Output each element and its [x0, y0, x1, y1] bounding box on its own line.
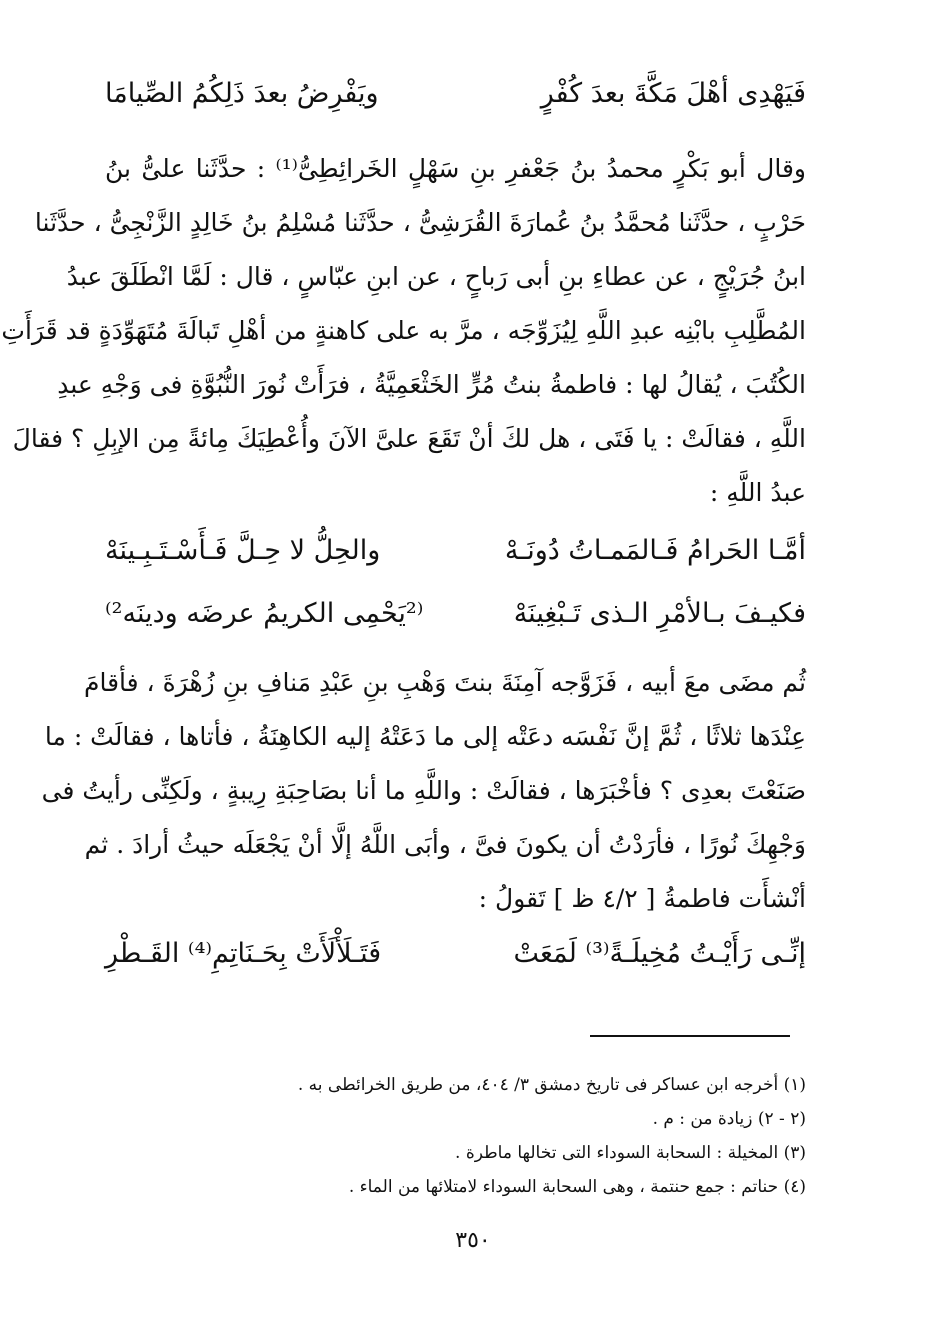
verse-hemistich-left: فَتَـلَأْلَأَتْ بِحَـنَاتِمِ⁽⁴⁾ القَـطْرِ	[105, 938, 382, 969]
text-line: ثُم مضَى معَ أبيه ، فَزَوَّجه آمِنَةَ بنتَ وَهْبِ بنِ عَبْدِ مَنافِ بنِ زُهْرَةَ ، فأقامَ	[84, 668, 806, 697]
text-line: صَنَعْتَ بعدِى ؟ فأخْبَرَها ، فقالَتْ : واللَّهِ ما أنا بصَاحِبَةِ رِيبةٍ ، ولَكِنِّى رأيتُ فى	[41, 776, 806, 805]
footnote-divider	[590, 1035, 790, 1037]
verse-line-1	[105, 78, 806, 109]
footnote-1: (١) أخرجه ابن عساكر فى تاريخ دمشق ٣/ ٤٠٤، من طريق الخرائطى به .	[297, 1075, 806, 1095]
text-line: وقال أبو بَكْرٍ محمدُ بنُ جَعْفرِ بنِ سَهْلٍ الخَرائِطِىُّ⁽¹⁾ : حدَّثَنا علىُّ بنُ	[105, 154, 806, 183]
text-line: ابنُ جُرَيْجٍ ، عن عطاءِ بنِ أبى رَباحٍ ، عن ابنِ عبّاسٍ ، قال : لَمَّا انْطَلَقَ عبدُ	[66, 262, 806, 291]
verse-line-4	[105, 938, 806, 969]
footnotes	[105, 1068, 806, 1204]
text-line: الكُتُبَ ، يُقالُ لها : فاطمةُ بنتُ مُرٍّ الخَثْعَمِيَّةُ ، فرَأَتْ نُورَ النُّبُوَّةِ فى وَجْهِ عبدِ	[57, 370, 806, 399]
text-line: اللَّهِ ، فقالَتْ : يا فَتَى ، هل لكَ أنْ تَقَعَ علىَّ الآنَ وأُعْطِيَكَ مِائةً مِن الإبِلِ ؟ فقالَ	[12, 424, 806, 453]
text-line: المُطَّلِبِ بابْنِه عبدِ اللَّهِ لِيُزَوِّجَه ، مرَّ به على كاهنةٍ من أهْلِ تَبالَةَ مُتَهَوِّدَةٍ قد قَرَأَتِ	[1, 316, 806, 345]
text-line: وَجْهِكَ نُورًا ، فأرَدْتُ أن يكونَ فىَّ ، وأبَى اللَّهُ إلَّا أنْ يَجْعَلَه حيثُ أرادَ . ثم	[84, 830, 806, 859]
verse-hemistich-left: والحِلُّ لا حِـلَّ فَـأَسْـتَـبِـينَهْ	[105, 535, 381, 566]
footnote-3: (٣) المخيلة : السحابة السوداء التى تخالها ماطرة .	[455, 1143, 806, 1163]
footnote-4: (٤) حناتم : جمع حنتمة ، وهى السحابة السوداء لامتلائها من الماء .	[348, 1177, 806, 1197]
paragraph-1	[1, 142, 806, 520]
text-line: حَرْبٍ ، حدَّثَنا مُحمَّدُ بنُ عُمارَةَ القُرَشِىُّ ، حدَّثَنا مُسْلِمُ بنُ خَالِدٍ الزَّنْجِىُّ ، حدَّثَنا	[34, 208, 806, 237]
verse-line-3	[105, 598, 806, 629]
text-line: عِنْدَها ثلاثًا ، ثُمَّ إنَّ نَفْسَه دعَتْه إلى ما دَعَتْهُ إليه الكاهِنَةُ ، فأتاها ، فقالَتْ : ما	[44, 722, 806, 751]
verse-hemistich-right: فَيَهْدِى أهْلَ مَكَّةَ بعدَ كُفْرٍ	[540, 78, 806, 109]
text-line: أنْشأَت فاطمةُ [ ٤/٢ ظ ] تَقولُ :	[478, 884, 806, 913]
verse-hemistich-right: أمَّـا الحَرامُ فَـالمَمـاتُ دُونَـهْ	[504, 535, 806, 566]
verse-hemistich-left: ويَفْرِضُ بعدَ ذَلِكُمُ الصِّيامَا	[105, 78, 379, 109]
page-number: ٣٥٠	[455, 1228, 491, 1253]
paragraph-2	[41, 656, 806, 926]
verse-hemistich-left: ⁽²يَحْمِى الكريمُ عرضَه ودينَه²⁾	[105, 598, 424, 629]
verse-hemistich-right: إنِّـى رَأَيْـتُ مُخِيلَـةً⁽³⁾ لَمَعَتْ	[513, 938, 806, 969]
text-line: عبدُ اللَّهِ :	[709, 478, 806, 507]
verse-hemistich-right: فكيـفَ بـالأمْرِ الـذى تَـبْغِينَهْ	[513, 598, 806, 629]
footnote-2: (٢ - ٢) زيادة من : م .	[652, 1109, 806, 1129]
verse-line-2	[105, 535, 806, 566]
